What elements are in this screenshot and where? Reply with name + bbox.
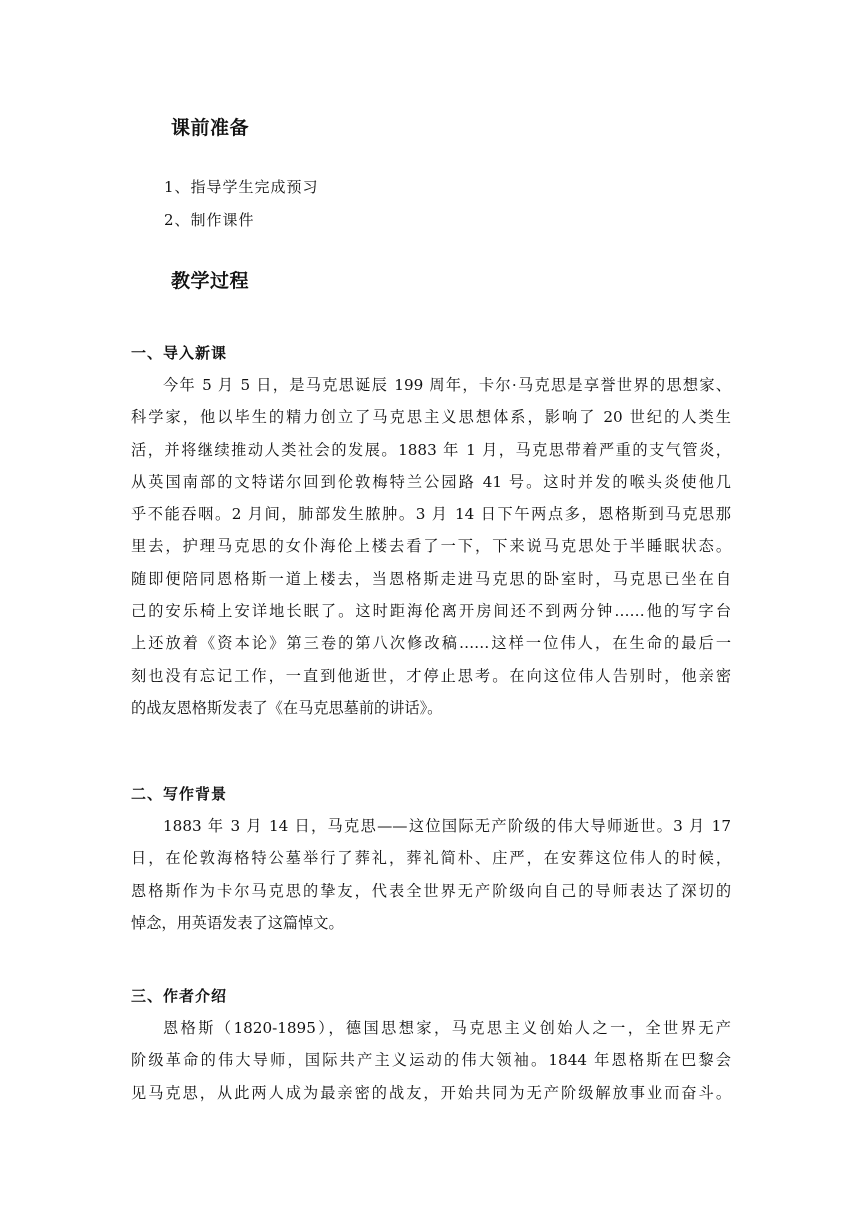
prep-item-2: 2、制作课件 bbox=[164, 211, 255, 229]
paragraph-line: 的战友恩格斯发表了《在马克思墓前的讲话》。 bbox=[131, 698, 443, 717]
section-paragraph-author bbox=[131, 1012, 731, 1109]
paragraph-line: 乎不能吞咽。2 月间，肺部发生脓肿。3 月 14 日下午两点多，恩格斯到马克思那 bbox=[131, 505, 731, 524]
paragraph-line: 从英国南部的文特诺尔回到伦敦梅特兰公园路 41 号。这时并发的喉头炎使他几 bbox=[131, 472, 731, 491]
paragraph-line: 随即便陪同恩格斯一道上楼去，当恩格斯走进马克思的卧室时，马克思已坐在自 bbox=[131, 569, 731, 588]
paragraph-line: 刻也没有忘记工作，一直到他逝世，才停止思考。在向这位伟人告别时，他亲密 bbox=[131, 666, 731, 685]
section-paragraph-intro bbox=[131, 369, 731, 724]
prep-item-1: 1、指导学生完成预习 bbox=[164, 178, 319, 196]
paragraph-line: 里去，护理马克思的女仆海伦上楼去看了一下，下来说马克思处于半睡眠状态。 bbox=[131, 537, 731, 556]
paragraph-line: 日，在伦敦海格特公墓举行了葬礼，葬礼简朴、庄严，在安葬这位伟人的时候， bbox=[131, 849, 731, 868]
paragraph-line: 恩格斯（1820-1895），德国思想家，马克思主义创始人之一，全世界无产 bbox=[163, 1019, 731, 1037]
paragraph-line: 见马克思，从此两人成为最亲密的战友，开始共同为无产阶级解放事业而奋斗。 bbox=[131, 1083, 731, 1102]
paragraph-line: 悼念，用英语发表了这篇悼文。 bbox=[131, 913, 344, 932]
prep-title: 课前准备 bbox=[171, 117, 250, 139]
section-heading-intro: 一、导入新课 bbox=[131, 344, 228, 362]
paragraph-line: 1883 年 3 月 14 日，马克思——这位国际无产阶级的伟大导师逝世。3 月 17 bbox=[163, 817, 731, 835]
paragraph-line: 阶级革命的伟大导师，国际共产主义运动的伟大领袖。1844 年恩格斯在巴黎会 bbox=[131, 1051, 731, 1070]
paragraph-line: 科学家，他以毕生的精力创立了马克思主义思想体系，影响了 20 世纪的人类生 bbox=[131, 408, 731, 427]
paragraph-line: 今年 5 月 5 日，是马克思诞辰 199 周年，卡尔·马克思是享誉世界的思想家、 bbox=[163, 376, 731, 394]
process-title: 教学过程 bbox=[171, 270, 250, 292]
paragraph-line: 活，并将继续推动人类社会的发展。1883 年 1 月，马克思带着严重的支气管炎， bbox=[131, 440, 731, 459]
section-paragraph-background bbox=[131, 810, 731, 939]
paragraph-line: 恩格斯作为卡尔马克思的挚友，代表全世界无产阶级向自己的导师表达了深切的 bbox=[131, 881, 731, 900]
paragraph-line: 上还放着《资本论》第三卷的第八次修改稿……这样一位伟人，在生命的最后一 bbox=[131, 634, 731, 653]
paragraph-line: 己的安乐椅上安详地长眠了。这时距海伦离开房间还不到两分钟……他的写字台 bbox=[131, 602, 731, 621]
section-heading-background: 二、写作背景 bbox=[131, 785, 228, 803]
section-heading-author: 三、作者介绍 bbox=[131, 987, 228, 1005]
